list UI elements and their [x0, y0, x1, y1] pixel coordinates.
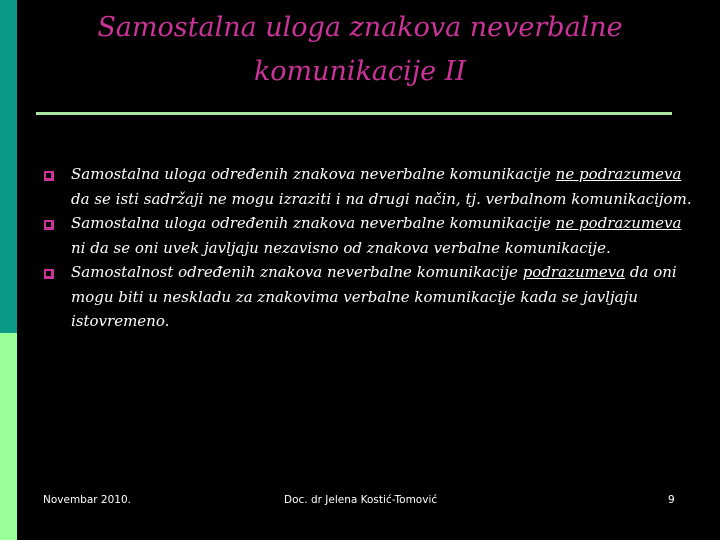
bullet-text: da se isti sadržaji ne mogu izraziti i na drugi način, tj. verbalnom komunikacijom.	[71, 189, 692, 208]
bullet-item	[44, 162, 694, 211]
bullet-list	[44, 162, 694, 334]
left-accent-bar-teal	[0, 0, 17, 357]
bullet-text: da oni mogu biti u neskladu za znakovima verbalne komunikacije kada se javljaju istovremeno.	[71, 263, 677, 330]
title-divider	[36, 112, 672, 115]
bullet-underlined-text: ne podrazumeva	[555, 214, 682, 232]
footer-date: Novembar 2010.	[43, 494, 131, 506]
bullet-text: Samostalna uloga određenih znakova neverbalne komunikacije	[71, 165, 556, 183]
slide-title-line-2: komunikacije II	[253, 56, 467, 87]
square-bullet-icon	[44, 220, 54, 230]
bullet-text: Samostalnost određenih znakova neverbalne komunikacije	[71, 263, 523, 281]
square-bullet-icon	[44, 269, 54, 279]
square-bullet-icon	[44, 171, 54, 181]
left-accent-bar-green	[0, 333, 17, 540]
footer-author: Doc. dr Jelena Kostić-Tomović	[284, 494, 438, 506]
bullet-item	[44, 211, 694, 260]
bullet-item	[44, 260, 694, 334]
slide-title-line-1: Samostalna uloga znakova neverbalne	[97, 12, 623, 43]
bullet-text: Samostalna uloga određenih znakova neverbalne komunikacije	[71, 214, 556, 232]
slide-title	[40, 6, 680, 94]
bullet-underlined-text: podrazumeva	[522, 263, 626, 281]
bullet-text: ni da se oni uvek javljaju nezavisno od znakova verbalne komunikacije.	[71, 238, 611, 257]
slide-number: 9	[668, 494, 675, 506]
bullet-underlined-text: ne podrazumeva	[555, 165, 682, 183]
